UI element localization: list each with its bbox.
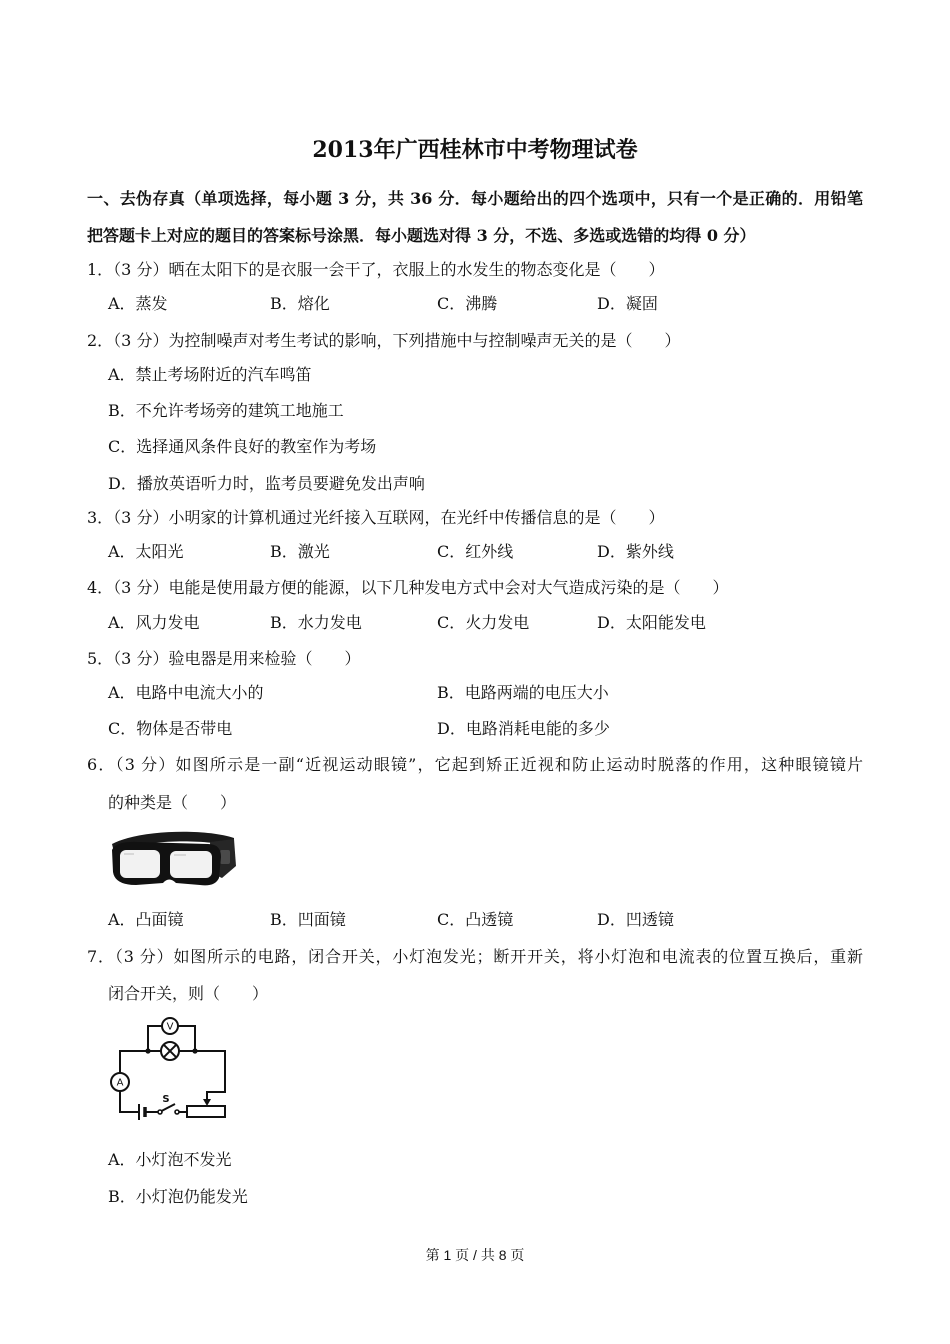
- question-7-stem-line-2: 闭合开关，则（ ）: [108, 984, 269, 1003]
- question-3-option-d: D．紫外线: [597, 542, 674, 561]
- question-5-option-d: D．电路消耗电能的多少: [437, 719, 610, 738]
- question-6-option-a: A．凸面镜: [108, 910, 184, 929]
- question-4-option-a: A．风力发电: [108, 613, 200, 632]
- question-1-option-b: B．熔化: [270, 294, 330, 313]
- question-3-stem: 3．（3 分）小明家的计算机通过光纤接入互联网，在光纤中传播信息的是（ ）: [87, 508, 665, 527]
- question-5-option-a: A．电路中电流大小的: [108, 683, 264, 702]
- question-1-option-a: A．蒸发: [108, 294, 168, 313]
- ammeter-symbol: [111, 1073, 129, 1091]
- question-3-option-a: A．太阳光: [108, 542, 184, 561]
- voltmeter-label: V: [166, 1021, 174, 1033]
- question-3-option-c: C．红外线: [437, 542, 514, 561]
- question-1-stem: 1．（3 分）晒在太阳下的是衣服一会干了，衣服上的水发生的物态变化是（ ）: [87, 260, 665, 279]
- page-footer: 第 1 页 / 共 8 页: [425, 1247, 525, 1263]
- question-6-stem-line-1: 6．（3 分）如图所示是一副“近视运动眼镜”，它起到矫正近视和防止运动时脱落的作用，这种眼镜镜片: [87, 755, 863, 774]
- question-3-option-b: B．激光: [270, 542, 330, 561]
- ammeter-label: A: [116, 1077, 124, 1089]
- question-4-option-c: C．火力发电: [437, 613, 530, 632]
- question-5-stem: 5．（3 分）验电器是用来检验（ ）: [87, 649, 361, 668]
- sports-goggles-figure: [108, 826, 238, 890]
- exam-title: 2013年广西桂林市中考物理试卷: [312, 137, 638, 163]
- question-7-option-b: B．小灯泡仍能发光: [108, 1187, 248, 1206]
- question-4-stem: 4．（3 分）电能是使用最方便的能源，以下几种发电方式中会对大气造成污染的是（ ）: [87, 578, 729, 597]
- question-6-option-c: C．凸透镜: [437, 910, 514, 929]
- question-2-stem: 2．（3 分）为控制噪声对考生考试的影响，下列措施中与控制噪声无关的是（ ）: [87, 331, 681, 350]
- battery-symbol: [139, 1104, 145, 1120]
- lamp-symbol: [161, 1042, 179, 1060]
- section-instructions-line-1: 一、去伪存真（单项选择，每小题 3 分，共 36 分．每小题给出的四个选项中，只有一个是正确的．用铅笔: [87, 189, 863, 208]
- question-4-option-d: D．太阳能发电: [597, 613, 706, 632]
- question-2-option-c: C．选择通风条件良好的教室作为考场: [108, 437, 377, 456]
- question-5-option-c: C．物体是否带电: [108, 719, 233, 738]
- question-4-option-b: B．水力发电: [270, 613, 362, 632]
- question-5-option-b: B．电路两端的电压大小: [437, 683, 609, 702]
- question-6-option-d: D．凹透镜: [597, 910, 674, 929]
- question-2-option-b: B．不允许考场旁的建筑工地施工: [108, 401, 344, 420]
- question-6-stem-line-2: 的种类是（ ）: [108, 793, 237, 812]
- switch-symbol: [158, 1094, 179, 1114]
- question-2-option-d: D．播放英语听力时，监考员要避免发出声响: [108, 474, 425, 493]
- question-7-stem-line-1: 7．（3 分）如图所示的电路，闭合开关，小灯泡发光；断开开关，将小灯泡和电流表的位置互换后，重新: [87, 947, 863, 966]
- section-instructions-line-2: 把答题卡上对应的题目的答案标号涂黑．每小题选对得 3 分，不选、多选或选错的均得 0 分）: [87, 226, 756, 245]
- question-2-option-a: A．禁止考场附近的汽车鸣笛: [108, 365, 312, 384]
- question-1-option-d: D．凝固: [597, 294, 658, 313]
- switch-label: S: [162, 1094, 170, 1105]
- question-1-option-c: C．沸腾: [437, 294, 498, 313]
- question-7-option-a: A．小灯泡不发光: [108, 1150, 232, 1169]
- question-6-option-b: B．凹面镜: [270, 910, 346, 929]
- circuit-diagram-figure: [105, 1014, 235, 1130]
- rheostat-symbol: [187, 1099, 225, 1117]
